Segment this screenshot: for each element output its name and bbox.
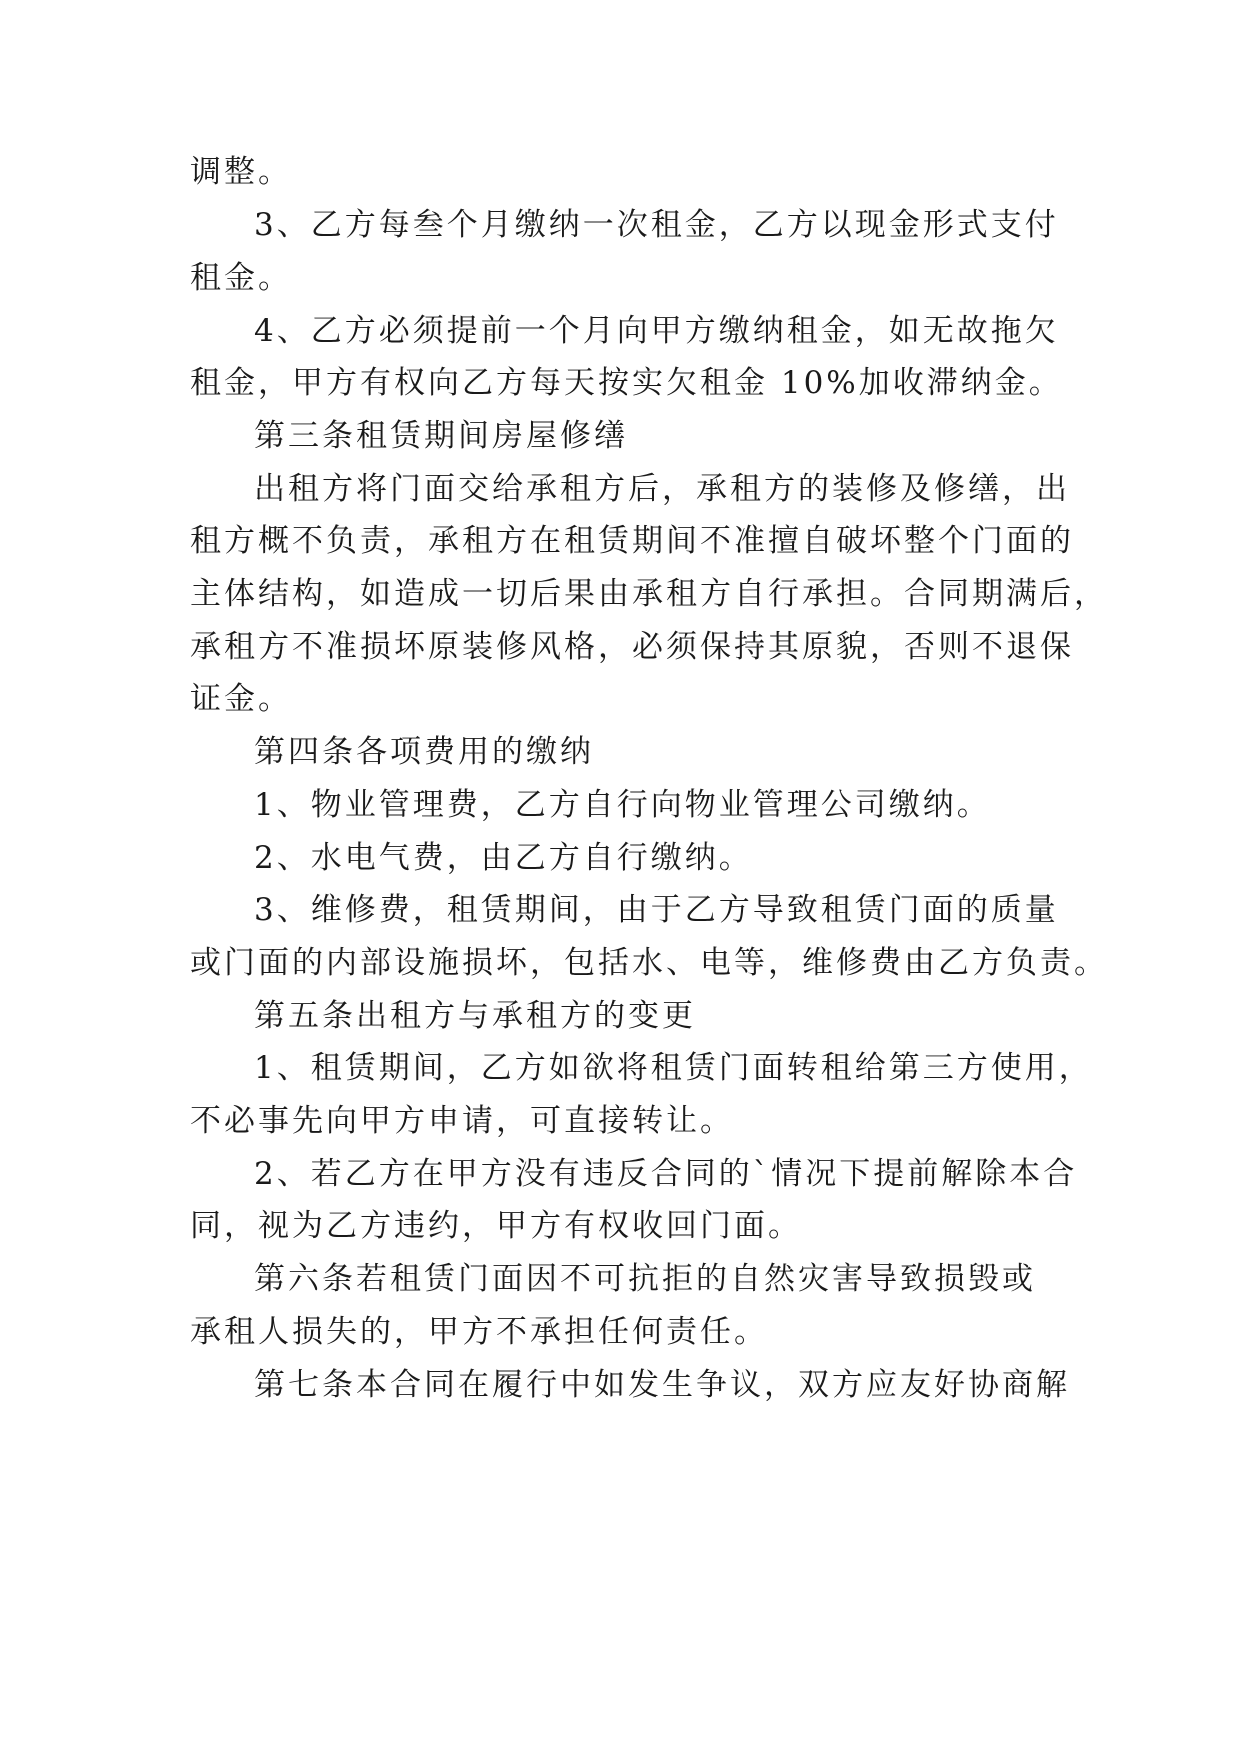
text-line: 调整。 — [190, 154, 292, 190]
section-heading: 第四条各项费用的缴纳 — [254, 734, 594, 770]
text-line: 1、租赁期间，乙方如欲将租赁门面转租给第三方使用， — [254, 1050, 1093, 1086]
text-line: 或门面的内部设施损坏，包括水、电等，维修费由乙方负责。 — [190, 945, 1108, 981]
text-line: 2、水电气费，由乙方自行缴纳。 — [254, 840, 753, 876]
text-line: 主体结构，如造成一切后果由承租方自行承担。合同期满后， — [190, 576, 1108, 612]
text-line: 承租人损失的，甲方不承担任何责任。 — [190, 1314, 768, 1350]
text-line: 租金，甲方有权向乙方每天按实欠租金 10%加收滞纳金。 — [190, 365, 1063, 401]
text-line: 租方概不负责，承租方在租赁期间不准擅自破坏整个门面的 — [190, 523, 1074, 559]
text-line: 3、乙方每叁个月缴纳一次租金，乙方以现金形式支付 — [254, 207, 1059, 243]
text-line: 租金。 — [190, 260, 292, 296]
text-line: 同，视为乙方违约，甲方有权收回门面。 — [190, 1208, 802, 1244]
text-line: 4、乙方必须提前一个月向甲方缴纳租金，如无故拖欠 — [254, 313, 1059, 349]
section-heading: 第三条租赁期间房屋修缮 — [254, 418, 628, 454]
text-line: 1、物业管理费，乙方自行向物业管理公司缴纳。 — [254, 787, 991, 823]
text-line: 出租方将门面交给承租方后，承租方的装修及修缮，出 — [254, 471, 1070, 507]
text-line: 不必事先向甲方申请，可直接转让。 — [190, 1103, 734, 1139]
text-line: 3、维修费，租赁期间，由于乙方导致租赁门面的质量 — [254, 892, 1059, 928]
text-line: 承租方不准损坏原装修风格，必须保持其原貌，否则不退保 — [190, 629, 1074, 665]
text-line: 2、若乙方在甲方没有违反合同的`情况下提前解除本合 — [254, 1156, 1078, 1192]
section-heading: 第五条出租方与承租方的变更 — [254, 998, 696, 1034]
section-heading: 第六条若租赁门面因不可抗拒的自然灾害导致损毁或 — [254, 1261, 1036, 1297]
section-heading: 第七条本合同在履行中如发生争议，双方应友好协商解 — [254, 1367, 1070, 1403]
text-line: 证金。 — [190, 681, 292, 717]
